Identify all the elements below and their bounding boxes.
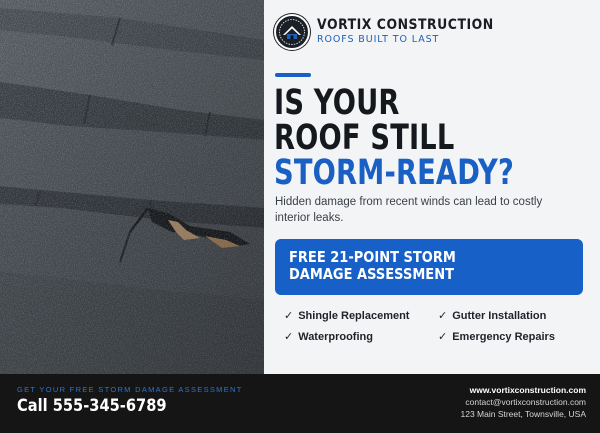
- email-link[interactable]: contact@vortixconstruction.com: [465, 397, 586, 407]
- hero-roof-photo: [0, 0, 264, 374]
- address-text: 123 Main Street, Townsville, USA: [460, 409, 586, 419]
- service-item: ✓ Shingle Replacement: [284, 309, 410, 322]
- company-tagline: ROOFS BUILT TO LAST: [317, 34, 440, 45]
- checkmark-icon: ✓: [438, 330, 448, 343]
- service-item: ✓ Emergency Repairs: [438, 330, 555, 343]
- roof-shield-logo-icon: [274, 14, 310, 50]
- brand-header: [274, 14, 523, 50]
- damaged-shingles-image: [0, 0, 264, 374]
- footer-bar: [0, 374, 600, 433]
- checkmark-icon: ✓: [284, 330, 294, 343]
- headline-line-2: ROOF STILL: [274, 118, 455, 158]
- website-link[interactable]: www.vortixconstruction.com: [469, 385, 586, 395]
- promo-line-2: DAMAGE ASSESSMENT: [289, 265, 454, 283]
- company-name: VORTIX CONSTRUCTION: [317, 17, 494, 33]
- service-item: ✓ Gutter Installation: [438, 309, 547, 322]
- headline-line-1: IS YOUR: [274, 83, 400, 123]
- accent-divider: [275, 73, 311, 77]
- free-assessment-button[interactable]: [275, 239, 583, 295]
- contact-info: [460, 384, 586, 420]
- phone-link[interactable]: Call 555-345-6789: [17, 396, 167, 416]
- footer-cta-label: GET YOUR FREE STORM DAMAGE ASSESSMENT: [17, 385, 243, 394]
- checkmark-icon: ✓: [284, 309, 294, 322]
- headline: [274, 83, 514, 193]
- service-item: ✓ Waterproofing: [284, 330, 373, 343]
- intro-text: Hidden damage from recent winds can lead to costly interior leaks.: [275, 196, 543, 224]
- headline-line-3: STORM-READY?: [274, 153, 514, 193]
- promo-line-1: FREE 21-POINT STORM: [289, 248, 456, 266]
- content-panel: [264, 0, 600, 374]
- checkmark-icon: ✓: [438, 309, 448, 322]
